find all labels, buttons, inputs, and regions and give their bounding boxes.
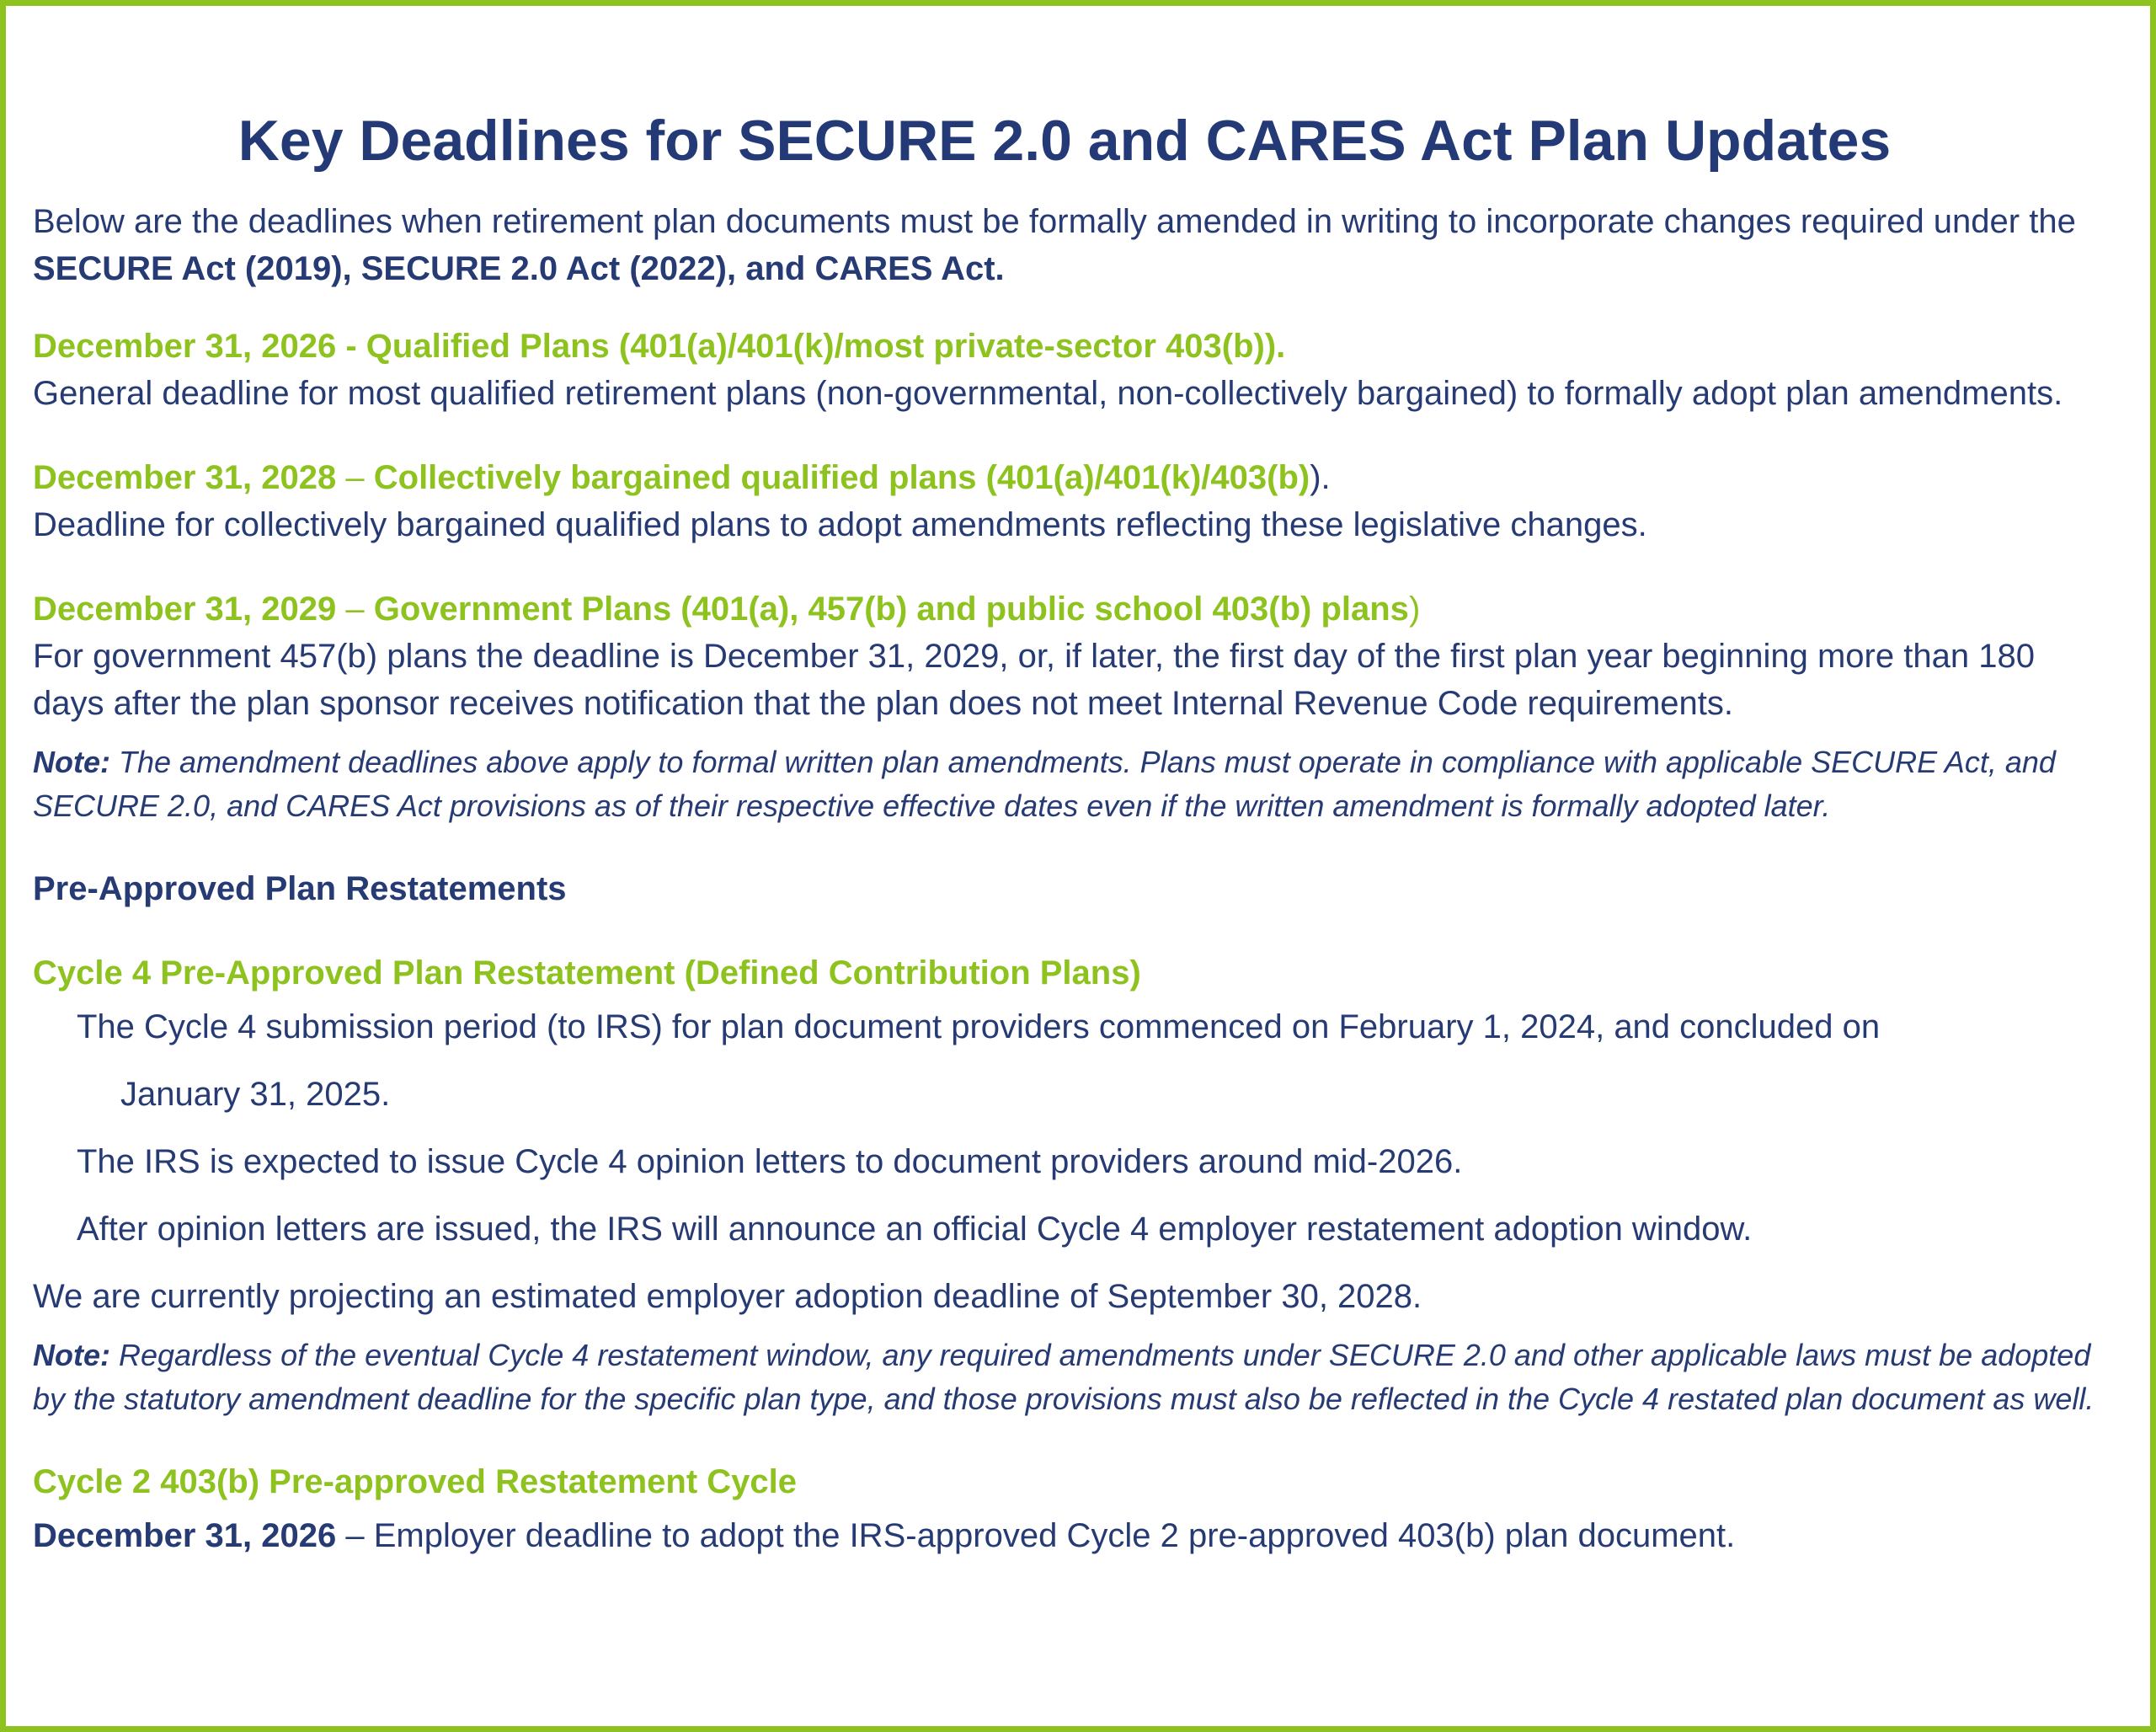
deadline-2026-body: General deadline for most qualified retirement plans (non-governmental, non-collectively bargained) to formally adopt plan amendments. (33, 374, 2063, 412)
note-label: Note: (33, 1337, 110, 1372)
cycle4-heading: Cycle 4 Pre-Approved Plan Restatement (Defined Contribution Plans) (33, 954, 1141, 992)
deadline-2029-end: ) (1408, 590, 1421, 628)
deadline-2028-dash: – (336, 458, 374, 496)
note-amendments (33, 740, 2113, 828)
cycle2-text: – Employer deadline to adopt the IRS-approved Cycle 2 pre-approved 403(b) plan document. (336, 1516, 1736, 1554)
deadline-2029-heading (33, 585, 2113, 633)
deadline-2029-date: December 31, 2029 (33, 590, 337, 628)
intro-acts: SECURE Act (2019), SECURE 2.0 Act (2022), and CARES Act. (33, 249, 1005, 287)
deadline-2029-title: Government Plans (401(a), 457(b) and public school 403(b) plans (373, 590, 1409, 628)
restatements-heading: Pre-Approved Plan Restatements (33, 869, 567, 907)
deadline-2028-title: Collectively bargained qualified plans (401(a)/401(k)/403(b) (373, 458, 1310, 496)
note-restatement (33, 1334, 2113, 1421)
cycle2-deadline (33, 1512, 2113, 1559)
page-title: Key Deadlines for SECURE 2.0 and CARES Act Plan Updates (237, 109, 1892, 173)
deadline-2029-dash: – (336, 590, 374, 628)
intro-paragraph (33, 198, 2113, 292)
note-text: Regardless of the eventual Cycle 4 restatement window, any required amendments under SECURE 2.0 and other applicable laws must be adopted by the statutory amendment deadline for the specific plan type, and those provisions must also be reflected in the Cycle 4 restated plan document as well. (33, 1337, 2095, 1416)
deadline-2028-date: December 31, 2028 (33, 458, 337, 496)
cycle4-projected-deadline: We are currently projecting an estimated employer adoption deadline of September 30, 2028. (33, 1277, 1422, 1315)
deadline-2029-body: For government 457(b) plans the deadline is December 31, 2029, or, if later, the first day of the first plan year beginning more than 180 days after the plan sponsor receives notification that the plan does not meet Internal Revenue Code requirements. (33, 637, 2035, 722)
cycle2-heading: Cycle 2 403(b) Pre-approved Restatement Cycle (33, 1462, 798, 1500)
deadline-2026-heading: December 31, 2026 - Qualified Plans (401(a)/401(k)/most private-sector 403(b)). (33, 327, 1286, 365)
intro-text: Below are the deadlines when retirement plan documents must be formally amended in writing to incorporate changes required under the (33, 202, 2076, 240)
cycle4-submission: The Cycle 4 submission period (to IRS) for plan document providers commenced on February 1, 2024, and concluded on (77, 1008, 1881, 1045)
document-content (33, 107, 2113, 1559)
note-label: Note: (33, 744, 110, 779)
cycle4-submission-end: January 31, 2025. (120, 1075, 391, 1113)
cycle2-date: December 31, 2026 (33, 1516, 337, 1554)
cycle4-opinion-letters: The IRS is expected to issue Cycle 4 opinion letters to document providers around mid-2026. (77, 1142, 1463, 1180)
deadline-2028-end: ). (1310, 458, 1331, 496)
deadline-2028-body: Deadline for collectively bargained qualified plans to adopt amendments reflecting these legislative changes. (33, 505, 1647, 543)
deadline-2028-heading (33, 454, 2113, 501)
note-text: The amendment deadlines above apply to formal written plan amendments. Plans must operate in compliance with applicable SECURE Act, and SECURE 2.0, and CARES Act provisions as of their respective effective dates even if the written amendment is formally adopted later. (33, 744, 2056, 823)
cycle4-adoption-window: After opinion letters are issued, the IRS will announce an official Cycle 4 employer restatement adoption window. (77, 1210, 1753, 1248)
